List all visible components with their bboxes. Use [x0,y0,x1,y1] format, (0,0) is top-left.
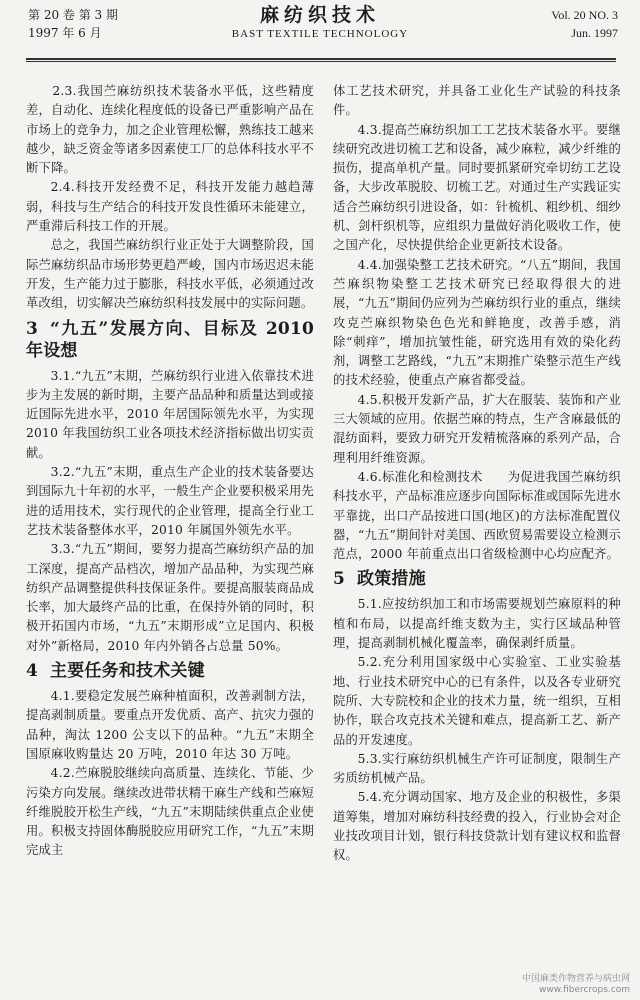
section-number: 3 [26,318,39,339]
paragraph: 4.2.苎麻脱胶继续向高质量、连续化、节能、少污染方向发展。继续改进带状精干麻生产线和苎麻短纤维脱胶开松生产线，“九五”末期陆续供重点企业使用。积极支持固体酶脱胶应用研究工作，“九五”末期完成主 [26,766,314,858]
paragraph: 5.1.应按纺织加工和市场需要规划苎麻原料的种植和布局，以提高纤维支数为主，实行区域品种管理，提高剥制机械化覆盖率，确保剥纤质量。 [333,597,621,651]
section-title: 主要任务和技术关键 [50,661,205,682]
paragraph: 2.3.我国苎麻纺织技术装备水平低，这些精度差，自动化、连续化程度低的设备已严重影响产品在市场上的竞争力，加之企业管理松懈，熟练技工越来越少，缺乏资金等诸多因素使工厂的总体科技水平不断下降。 [26,84,314,176]
issue-date: 1997 年 6 月 [28,26,102,40]
site-watermark [522,974,630,996]
section-title: “九五”发展方向、目标及 2010 年设想 [26,318,314,361]
paragraph: 5.3.实行麻纺织机械生产许可证制度，限制生产劣质纺机械产品。 [333,751,621,786]
issue-info-en [551,6,618,42]
paragraph: 体工艺技术研究，并具备工业化生产试验的科技条件。 [333,84,621,118]
right-column [333,82,621,866]
journal-title-cn: 麻纺织技术 [259,4,380,26]
watermark-url: www.fibercrops.com [539,985,630,995]
paragraph: 5.2.充分利用国家级中心实验室、工业实验基地、行业技术研究中心的已有条件，以及各专业研究院所、大专院校和企业的技术力量，统一组织，互相协作，联合攻克技术关键和难点，提高新工艺、新产品的开发速度。 [333,655,621,747]
volume-issue-en: Vol. 20 NO. 3 [551,8,618,22]
section-heading [26,318,314,362]
paragraph: 4.5.积极开发新产品，扩大在服装、装饰和产业三大领域的应用。依据苎麻的特点，生产含麻最低的混纺面料，要致力研究开发精梳落麻的系列产品，合理利用纤维资源。 [333,392,621,465]
volume-issue: 第 20 卷 第 3 期 [28,8,118,22]
paragraph: 4.4.加强染整工艺技术研究。“八五”期间，我国苎麻织物染整工艺技术研究已经取得很大的进展，“九五”期间仍应列为苎麻纺织行业的重点，继续攻克苎麻织物染色色光和鲜艳度，改善手感，消除“刺痒”，增加抗皱性能，研究选用有效的染化药剂，调整工艺路线，“九五”末期推广染整示范生产线的技术经验，使重点产麻省都受益。 [333,257,621,388]
paragraph: 4.3.提高苎麻纺织加工工艺技术装备水平。要继续研究改进切梳工艺和设备，减少麻粒，减少纤维的损伤，提高单机产量。同时要抓紧研究牵切纺工艺设备，大步改革脱胶、切梳工艺。对通过生产实践证实适合苎麻纺织引进设备，如：针梳机、粗纱机、细纱机、剑杆织机等，应组织力量做好消化吸收工作，使之国产化，尽快提供给企业更新技术设备。 [333,122,621,253]
header-rule-thin [26,61,616,62]
paragraph: 4.1.要稳定发展苎麻种植面积，改善剥制方法，提高剥制质量。要重点开发优质、高产、抗灾力强的品种，淘汰 1200 公支以下的品种。“九五”末期全国原麻收购量达 20 万吨，2010 年达 30 万吨。 [26,689,314,761]
left-column [26,82,314,861]
journal-title-en: BAST TEXTILE TECHNOLOGY [231,28,409,40]
paragraph: 5.4.充分调动国家、地方及企业的积极性，多渠道筹集，增加对麻纺科技经费的投入，行业协会对企业技改项目计划，银行科技贷款计划有建议权和监督权。 [333,790,621,863]
section-number: 4 [26,661,39,682]
journal-header [0,0,640,60]
section-heading [333,568,621,590]
section-title: 政策措施 [357,569,426,590]
paragraph: 总之，我国苎麻纺织行业正处于大调整阶段，国际苎麻纺织品市场形势更趋严峻，国内市场迟迟未能开发，生产能力过于膨胀，科技水平低，必须通过改革改组，切实解决苎麻纺织科技发展中的实际问题。 [26,238,314,311]
paragraph: 3.1.“九五”末期，苎麻纺织行业进入依靠技术进步为主发展的新时期，主要产品品种和质量达到或接近国际先进水平，2010 年居国际领先水平，为实现 2010 年我国纺织工业各项技术经济指标做出切实贡献。 [26,368,314,460]
paragraph: 4.6.标准化和检测技术 为促进我国苎麻纺织科技水平，产品标准应逐步向国际标准或国际先进水平靠拢，出口产品按进口国(地区)的方法标准配置仪器，“九五”期间针对美国、西欧贸易需要设立检测示范点，2000 年前重点出口省级检测中心均应配齐。 [333,469,621,562]
section-number: 5 [333,569,346,590]
paragraph: 3.2.“九五”末期，重点生产企业的技术装备要达到国际九十年初的水平，一般生产企业要积极采用先进的适用技术，实行现代的企业管理，提高全行业工艺技术装备整体水平，2010 年属国外领先水平。 [26,465,314,537]
paragraph: 3.3.“九五”期间，要努力提高苎麻纺织产品的加工深度，提高产品档次，增加产品品种，为实现苎麻纺织产品调整提供科技保证条件。要提高服装商品成长率，加大最终产品的比重，在保持外销的同时，积极开拓国内市场，“九五”末期形成”立足国内、积极对外”新格局，2010 年内外销各占总量 50%。 [26,542,314,653]
watermark-site-name: 中国麻类作物营养与病虫网 [521,974,630,984]
section-heading [26,660,314,682]
issue-date-en: Jun. 1997 [571,26,618,40]
header-rule-thick [26,58,616,60]
journal-title [0,4,640,42]
paragraph: 2.4.科技开发经费不足，科技开发能力越趋薄弱，科技与生产结合的科技开发良性循环未能建立，严重滞后科技工作的开展。 [26,180,314,234]
